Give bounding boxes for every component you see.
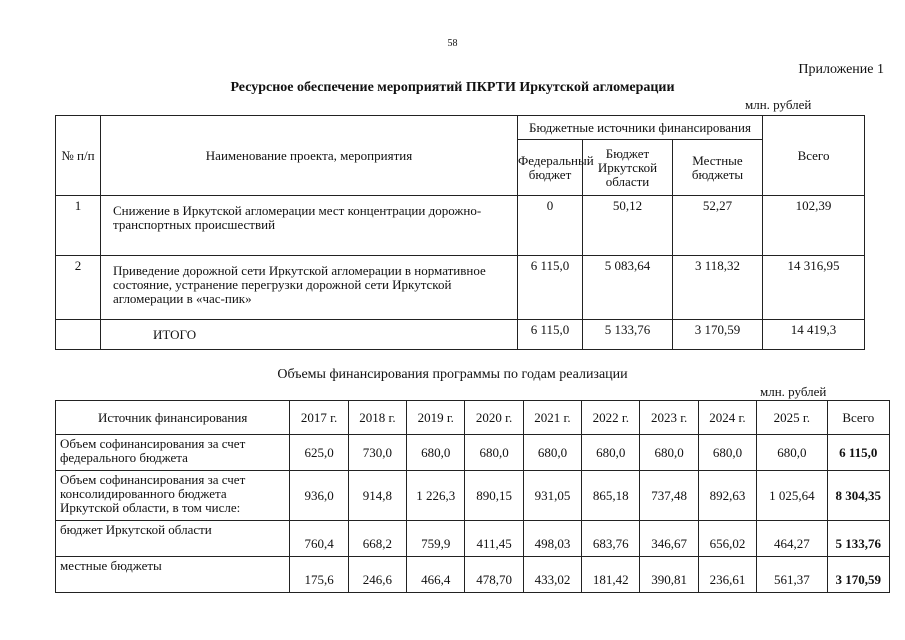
row-value: 759,9 (407, 521, 465, 557)
header-name: Наименование проекта, мероприятия (101, 116, 518, 196)
total-num (56, 320, 101, 350)
row-value: 865,18 (582, 471, 640, 521)
row-name: Снижение в Иркутской агломерации мест концентрации дорожно-транспортных происшествий (101, 196, 518, 256)
row-value: 346,67 (640, 521, 698, 557)
row-federal: 6 115,0 (518, 256, 583, 320)
row-value: 236,61 (698, 557, 756, 593)
row-local: 3 118,32 (673, 256, 763, 320)
header-source: Источник финансирования (56, 401, 290, 435)
row-value: 890,15 (465, 471, 523, 521)
header-budget-sources: Бюджетные источники финансирования (518, 116, 763, 140)
row-value: 737,48 (640, 471, 698, 521)
row-source: Объем софинансирования за счет консолидированного бюджета Иркутской области, в том числе: (56, 471, 290, 521)
header-year: 2024 г. (698, 401, 756, 435)
row-value: 680,0 (407, 435, 465, 471)
row-value: 466,4 (407, 557, 465, 593)
row-value: 1 025,64 (757, 471, 827, 521)
row-num: 2 (56, 256, 101, 320)
page-number: 58 (447, 38, 458, 49)
row-value: 760,4 (290, 521, 348, 557)
header-total: Всего (827, 401, 889, 435)
header-year: 2018 г. (348, 401, 406, 435)
row-value: 175,6 (290, 557, 348, 593)
row-value: 625,0 (290, 435, 348, 471)
row-value: 390,81 (640, 557, 698, 593)
row-total: 102,39 (763, 196, 865, 256)
header-year: 2023 г. (640, 401, 698, 435)
header-local: Местные бюджеты (673, 140, 763, 196)
row-value: 181,42 (582, 557, 640, 593)
row-total: 8 304,35 (827, 471, 889, 521)
row-value: 498,03 (523, 521, 581, 557)
row-value: 892,63 (698, 471, 756, 521)
row-value: 464,27 (757, 521, 827, 557)
row-value: 668,2 (348, 521, 406, 557)
row-value: 680,0 (698, 435, 756, 471)
appendix-label: Приложение 1 (798, 62, 884, 77)
row-value: 433,02 (523, 557, 581, 593)
header-regional: Бюджет Иркутской области (583, 140, 673, 196)
row-value: 478,70 (465, 557, 523, 593)
header-year: 2022 г. (582, 401, 640, 435)
total-federal: 6 115,0 (518, 320, 583, 350)
total-regional: 5 133,76 (583, 320, 673, 350)
row-value: 680,0 (582, 435, 640, 471)
table-row (56, 196, 865, 256)
resource-table (55, 115, 865, 350)
table-row (56, 256, 865, 320)
row-source: Объем софинансирования за счет федерального бюджета (56, 435, 290, 471)
row-total: 6 115,0 (827, 435, 889, 471)
total-row (56, 320, 865, 350)
header-federal: Федеральный бюджет (518, 140, 583, 196)
row-value: 411,45 (465, 521, 523, 557)
row-source: бюджет Иркутской области (56, 521, 290, 557)
table-row (56, 435, 890, 471)
row-regional: 5 083,64 (583, 256, 673, 320)
row-value: 561,37 (757, 557, 827, 593)
table1-title: Ресурсное обеспечение мероприятий ПКРТИ Иркутской агломерации (230, 80, 675, 95)
row-total: 3 170,59 (827, 557, 889, 593)
row-value: 680,0 (640, 435, 698, 471)
header-num: № п/п (56, 116, 101, 196)
row-value: 936,0 (290, 471, 348, 521)
row-value: 680,0 (523, 435, 581, 471)
total-label: ИТОГО (101, 320, 518, 350)
row-value: 1 226,3 (407, 471, 465, 521)
row-value: 680,0 (465, 435, 523, 471)
row-local: 52,27 (673, 196, 763, 256)
table2-unit: млн. рублей (760, 384, 827, 399)
row-value: 656,02 (698, 521, 756, 557)
header-year: 2017 г. (290, 401, 348, 435)
row-value: 246,6 (348, 557, 406, 593)
row-value: 683,76 (582, 521, 640, 557)
table-row (56, 521, 890, 557)
table-row (56, 557, 890, 593)
header-year: 2025 г. (757, 401, 827, 435)
yearly-financing-table (55, 400, 890, 593)
row-value: 680,0 (757, 435, 827, 471)
header-year: 2019 г. (407, 401, 465, 435)
row-name: Приведение дорожной сети Иркутской агломерации в нормативное состояние, устранение перегрузки дорожной сети Иркутской агломерации в «час-пик» (101, 256, 518, 320)
total-total: 14 419,3 (763, 320, 865, 350)
row-total: 5 133,76 (827, 521, 889, 557)
header-year: 2021 г. (523, 401, 581, 435)
row-federal: 0 (518, 196, 583, 256)
row-total: 14 316,95 (763, 256, 865, 320)
row-num: 1 (56, 196, 101, 256)
table-row (56, 471, 890, 521)
table2-title: Объемы финансирования программы по годам реализации (277, 367, 628, 382)
header-total: Всего (763, 116, 865, 196)
row-value: 730,0 (348, 435, 406, 471)
total-local: 3 170,59 (673, 320, 763, 350)
row-source: местные бюджеты (56, 557, 290, 593)
header-year: 2020 г. (465, 401, 523, 435)
row-regional: 50,12 (583, 196, 673, 256)
table1-unit: млн. рублей (745, 97, 812, 112)
row-value: 914,8 (348, 471, 406, 521)
row-value: 931,05 (523, 471, 581, 521)
